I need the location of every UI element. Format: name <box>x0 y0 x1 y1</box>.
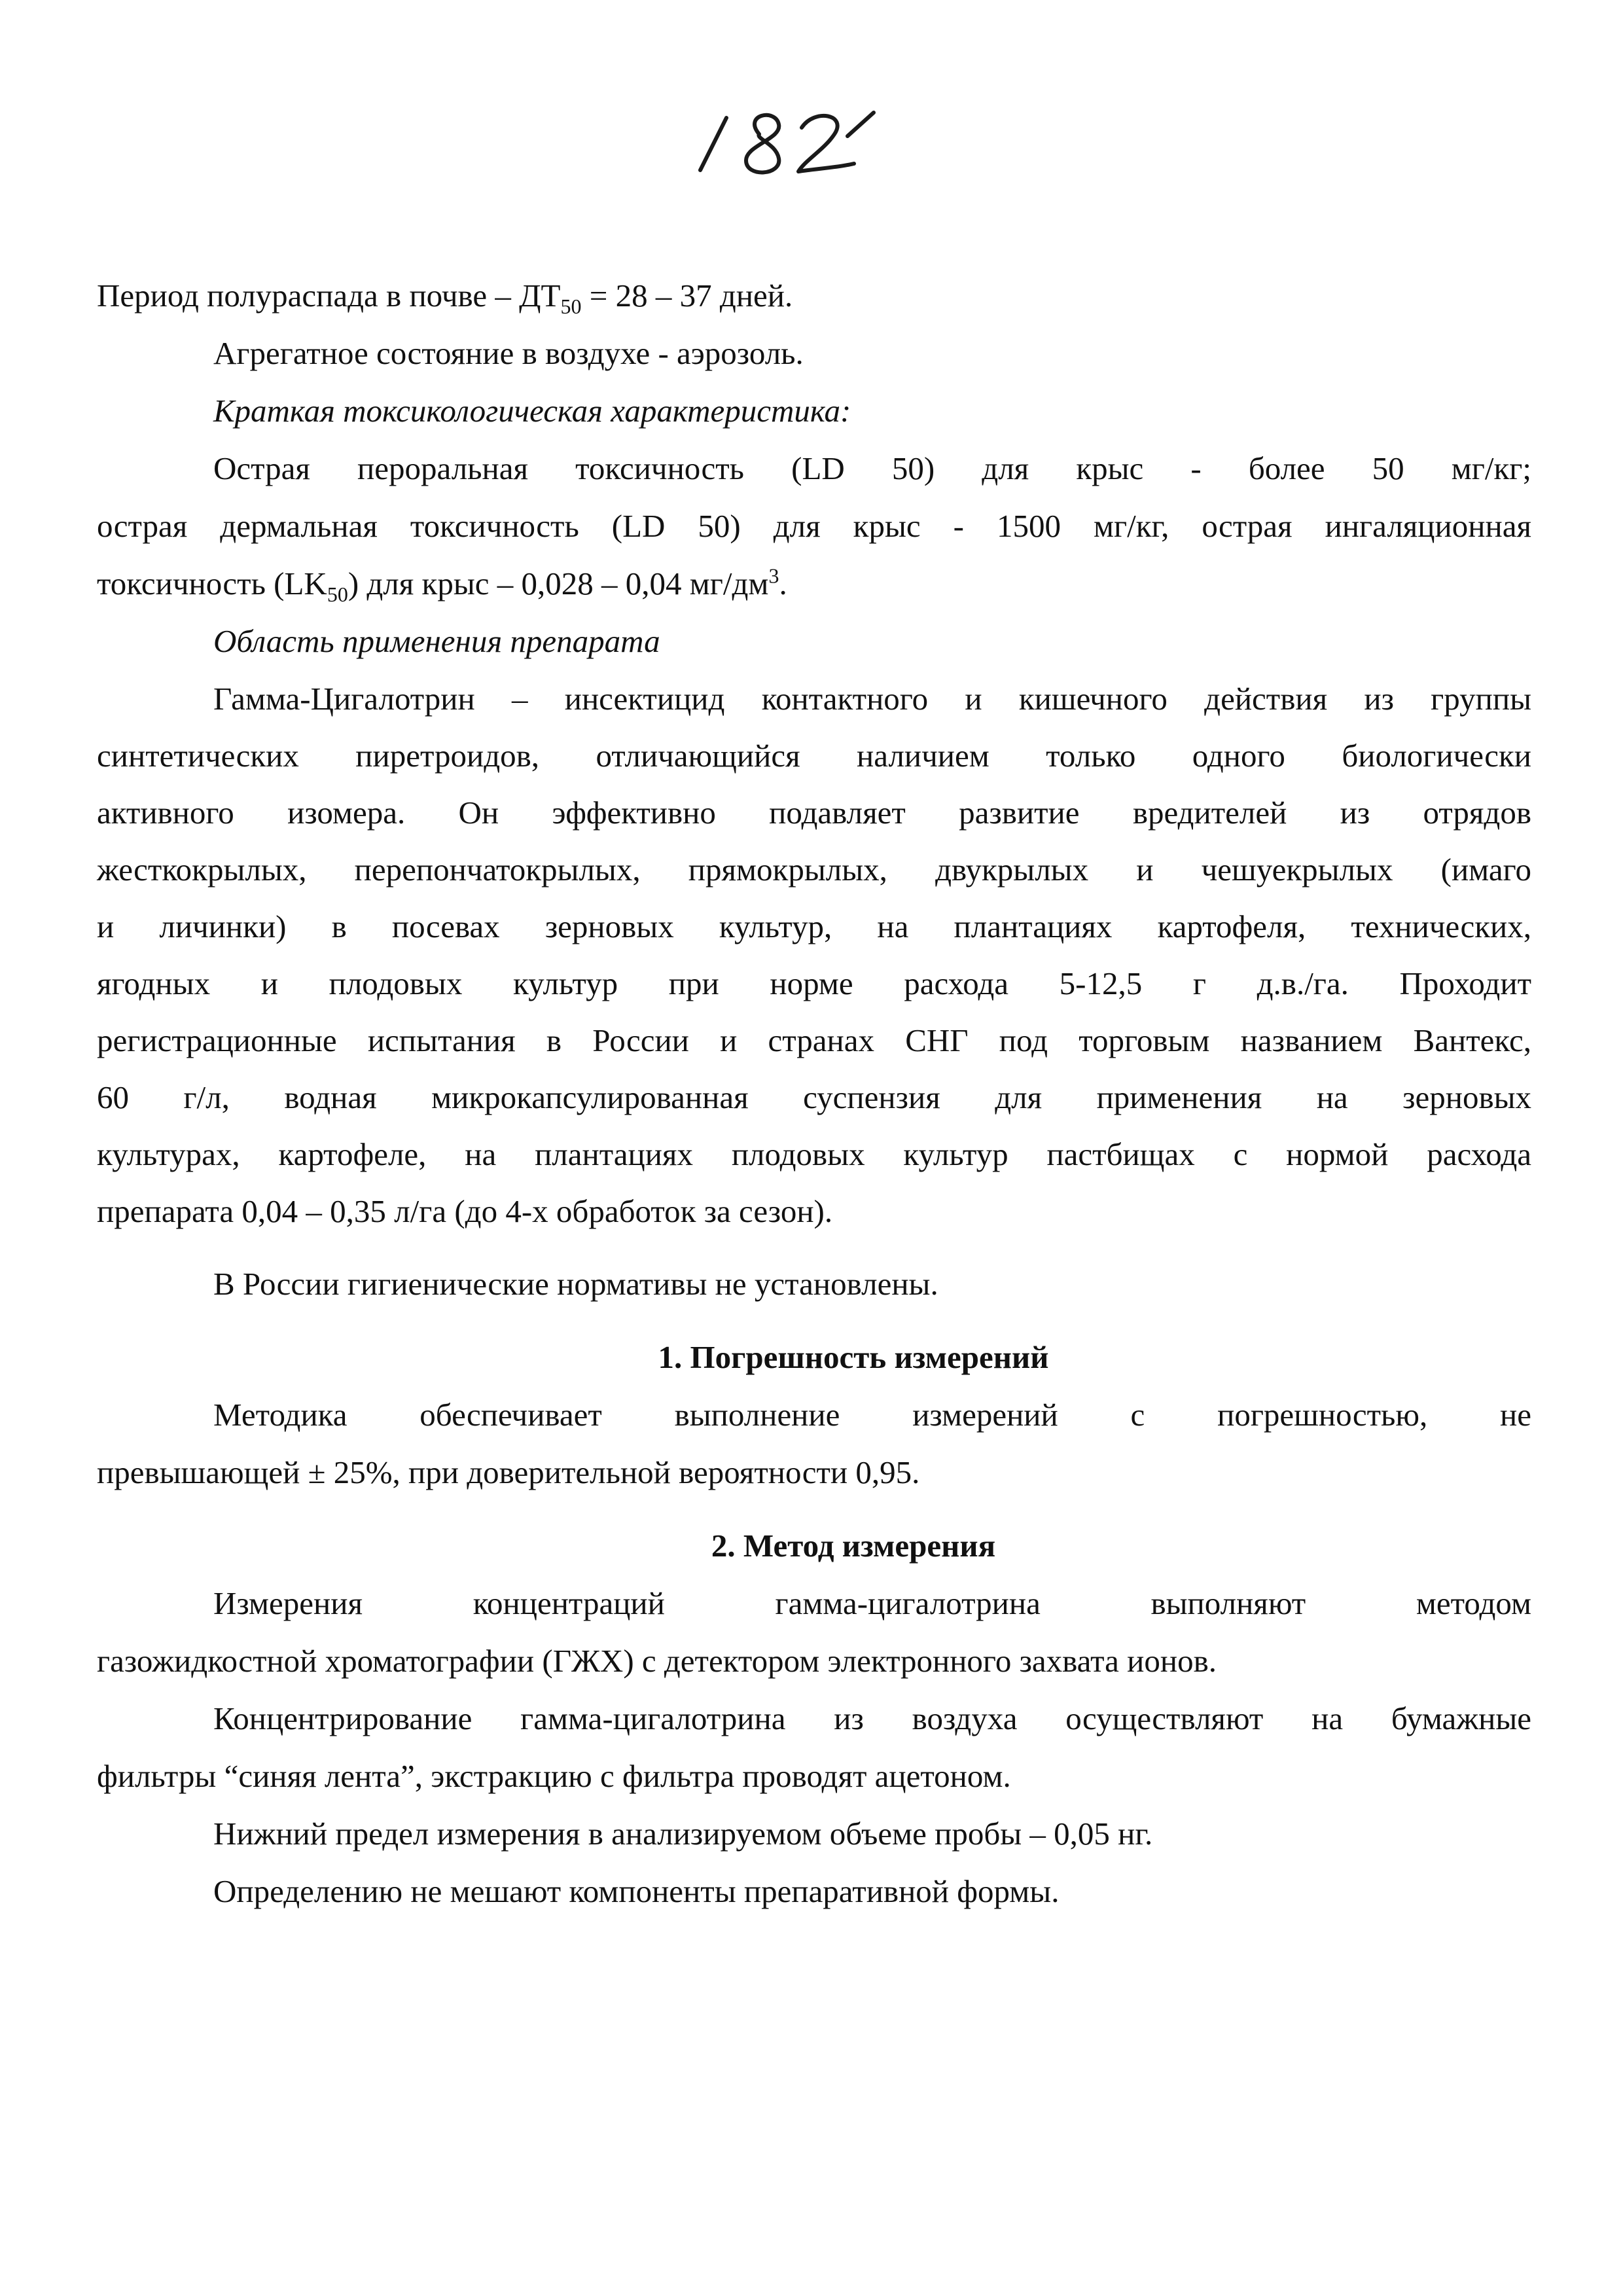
document-body <box>97 267 1531 1920</box>
application-line: жесткокрылых, перепончатокрылых, прямокрылых, двукрылых и чешуекрылых (имаго <box>97 852 1531 888</box>
section-2-heading: 2. Метод измерения <box>711 1528 996 1564</box>
application-line: ягодных и плодовых культур при норме расхода 5-12,5 г д.в./га. Проходит <box>97 965 1531 1001</box>
aggregate-state-line: Агрегатное состояние в воздухе - аэрозоль. <box>213 335 804 371</box>
section-2-line: Концентрирование гамма-цигалотрина из воздуха осуществляют на бумажные <box>213 1700 1531 1736</box>
section-1-line-2: превышающей ± 25%, при доверительной вероятности 0,95. <box>97 1454 920 1490</box>
application-line: Гамма-Цигалотрин – инсектицид контактного и кишечного действия из группы <box>213 681 1531 717</box>
section-1-line-1: Методика обеспечивает выполнение измерений с погрешностью, не <box>213 1397 1531 1433</box>
section-1-heading: 1. Погрешность измерений <box>658 1339 1049 1375</box>
russia-norms-line: В России гигиенические нормативы не установлены. <box>213 1266 938 1302</box>
section-2-line: газожидкостной хроматографии (ГЖХ) с детектором электронного захвата ионов. <box>97 1643 1217 1679</box>
section-2-line: фильтры “синяя лента”, экстракцию с фильтра проводят ацетоном. <box>97 1758 1011 1794</box>
application-line: синтетических пиретроидов, отличающийся наличием только одного биологически <box>97 738 1531 774</box>
application-heading: Область применения препарата <box>213 623 660 659</box>
section-2-line: Измерения концентраций гамма-цигалотрина выполняют методом <box>213 1585 1531 1621</box>
application-line: 60 г/л, водная микрокапсулированная суспензия для применения на зерновых <box>97 1079 1531 1115</box>
application-line: препарата 0,04 – 0,35 л/га (до 4-х обработок за сезон). <box>97 1193 833 1229</box>
toxicology-line-3: токсичность $(LK_{50})$ для крыс – 0,028 – 0,04 $мг/дм^3$. <box>97 564 787 606</box>
half-life-line: Период полураспада в почве – $ДТ_{50} = 28 - 37$ дней. <box>97 278 793 318</box>
handwritten-page-number <box>681 98 877 183</box>
application-line: культурах, картофеле, на плантациях плодовых культур пастбищах с нормой расхода <box>97 1136 1531 1172</box>
application-line: регистрационные испытания в России и странах СНГ под торговым названием Вантекс, <box>97 1022 1531 1058</box>
application-line: и личинки) в посевах зерновых культур, на плантациях картофеля, технических, <box>97 908 1531 944</box>
section-2-line: Нижний предел измерения в анализируемом объеме пробы – 0,05 нг. <box>213 1816 1153 1852</box>
toxicology-line-1: Острая пероральная токсичность (LD 50) для крыс - более 50 мг/кг; <box>213 450 1531 486</box>
application-line: активного изомера. Он эффективно подавляет развитие вредителей из отрядов <box>97 795 1531 831</box>
section-2-line: Определению не мешают компоненты препаративной формы. <box>213 1873 1060 1909</box>
toxicology-heading: Краткая токсикологическая характеристика: <box>213 393 851 429</box>
toxicology-line-2: острая дермальная токсичность (LD 50) для крыс - 1500 мг/кг, острая ингаляционная <box>97 508 1531 544</box>
